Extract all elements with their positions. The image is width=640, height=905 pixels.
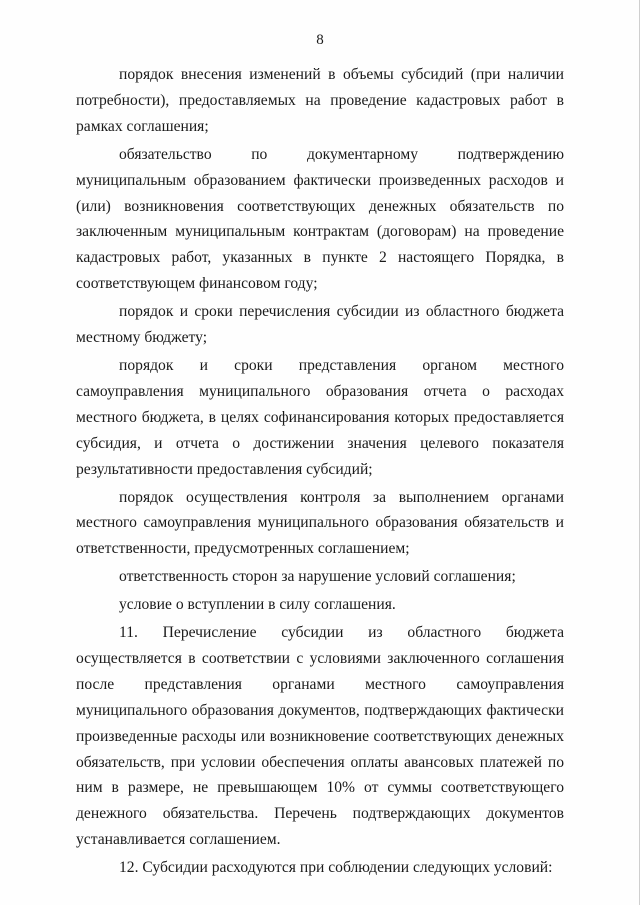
paragraph-control-procedure: порядок осуществления контроля за выполнением органами местного самоуправления муниципального образования обязательств и ответственности, предусмотренных соглашением; [76, 488, 564, 558]
paragraph-entry-into-force: условие о вступлении в силу соглашения. [119, 596, 396, 614]
page-number: 8 [316, 32, 324, 48]
document-body [76, 62, 564, 883]
paragraph-responsibility: ответственность сторон за нарушение условий соглашения; [119, 568, 516, 586]
paragraph-transfer-procedure: порядок и сроки перечисления субсидии из областного бюджета местному бюджету; [76, 303, 564, 347]
paragraph-documentary-obligation: обязательство по документарному подтверждению муниципальным образованием фактически произведенных расходов и (или) возникновения соответствующих денежных обязательств по заключенным муниципальным контрактам (договорам) на проведение кадастровых работ, указанных в пункте 2 настоящего Порядка, в соответствующем финансовом году; [76, 145, 564, 293]
paragraph-item-11: 11. Перечисление субсидии из областного бюджета осуществляется в соответствии с условиями заключенного соглашения после представления органами местного самоуправления муниципального образования документов, подтверждающих фактически произведенные расходы или возникновение соответствующих денежных обязательств, при условии обеспечения оплаты авансовых платежей по ним в размере, не превышающем 10% от суммы соответствующего денежного обязательства. Перечень подтверждающих документов устанавливается соглашением. [76, 624, 564, 849]
paragraph-reporting-procedure: порядок и сроки представления органом местного самоуправления муниципального образования отчета о расходах местного бюджета, в целях софинансирования которых предоставляется субсидия, и отчета о достижении значения целевого показателя результативности предоставления субсидий; [76, 356, 564, 478]
paragraph-item-12: 12. Субсидии расходуются при соблюдении следующих условий: [119, 859, 553, 877]
paragraph-amendment-procedure: порядок внесения изменений в объемы субсидий (при наличии потребности), предоставляемых на проведение кадастровых работ в рамках соглашения; [76, 66, 564, 135]
